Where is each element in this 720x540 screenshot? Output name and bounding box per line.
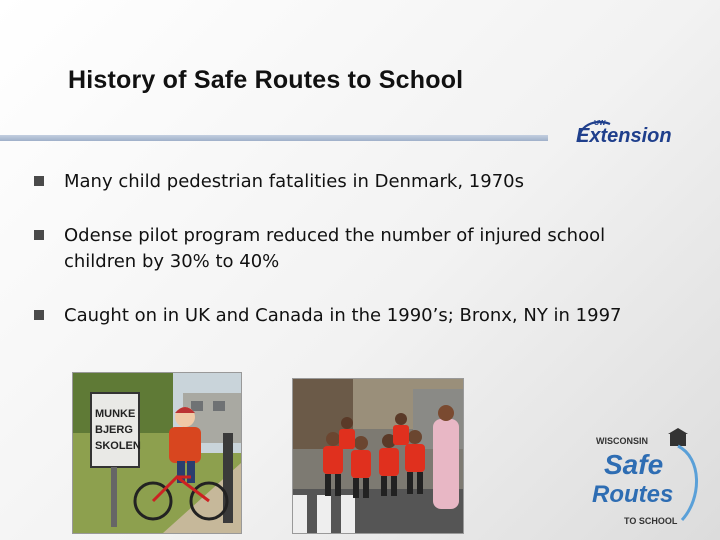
bicycle-photo bbox=[72, 372, 242, 534]
safe-routes-to-school-logo bbox=[584, 428, 708, 532]
sign-line-1: MUNKE bbox=[95, 408, 136, 420]
bullet-text: Caught on in UK and Canada in the 1990’s; Bronx, NY in 1997 bbox=[64, 305, 622, 326]
sign-line-3: SKOLEN bbox=[95, 440, 141, 452]
bullet-item-3 bbox=[34, 303, 674, 329]
uw-extension-logo bbox=[574, 116, 704, 150]
walking-group-photo bbox=[292, 378, 464, 534]
logo-state-label: WISCONSIN bbox=[596, 436, 649, 446]
bullet-item-1 bbox=[34, 169, 674, 195]
bullet-text: Many child pedestrian fatalities in Denmark, 1970s bbox=[64, 171, 524, 192]
bullet-square-icon bbox=[34, 310, 44, 320]
bullet-item-2 bbox=[34, 223, 674, 275]
bullet-square-icon bbox=[34, 230, 44, 240]
logo-routes-word: Routes bbox=[592, 481, 674, 508]
bullet-square-icon bbox=[34, 176, 44, 186]
sign-line-2: BJERG bbox=[95, 424, 133, 436]
logo-to-school-label: TO SCHOOL bbox=[624, 516, 678, 526]
title-divider bbox=[0, 135, 548, 141]
slide-title: History of Safe Routes to School bbox=[68, 66, 464, 94]
uw-label: UW bbox=[594, 120, 606, 127]
extension-wordmark: Extension bbox=[576, 125, 672, 147]
logo-safe-word: Safe bbox=[604, 449, 664, 480]
bullet-text: Odense pilot program reduced the number of injured school children by 30% to 40% bbox=[64, 225, 606, 272]
